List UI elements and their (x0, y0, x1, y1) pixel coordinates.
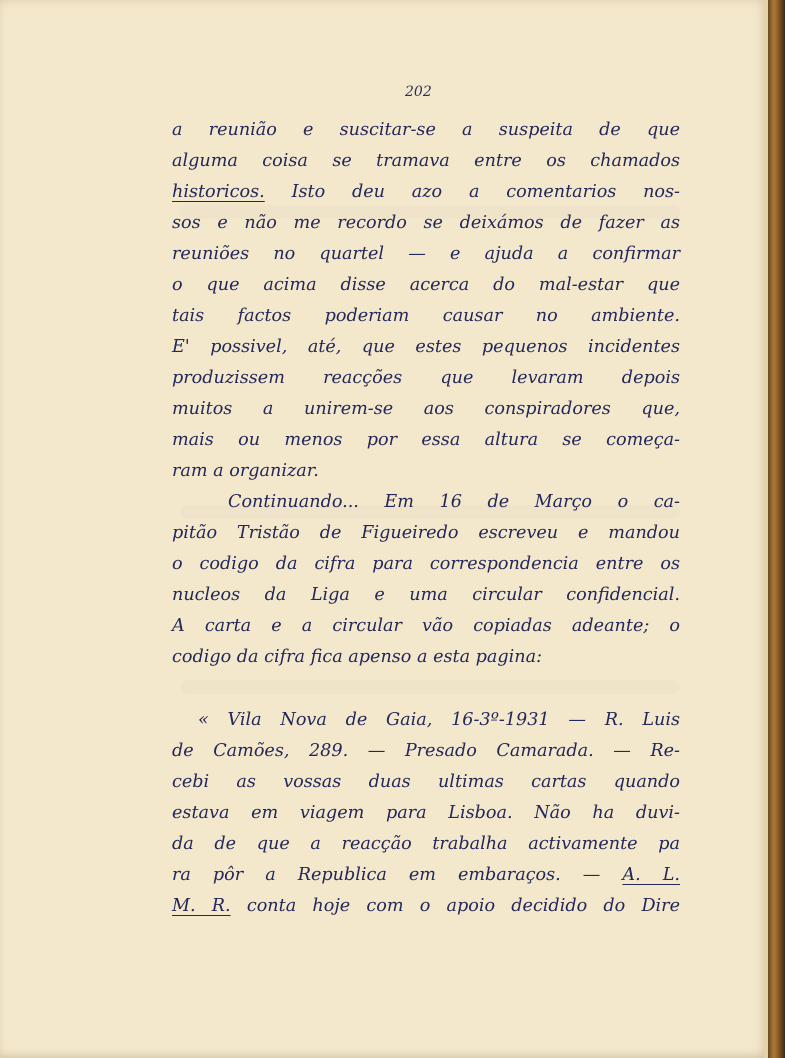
text-line: muitos a unirem-se aos conspiradores que, (172, 399, 680, 419)
text-line: codigo da cifra fica apenso a esta pagina: (172, 647, 543, 667)
text-line: a reunião e suscitar-se a suspeita de que (172, 120, 680, 140)
text-line: pitão Tristão de Figueiredo escreveu e mandou (172, 523, 680, 543)
text-line: mais ou menos por essa altura se começa- (172, 430, 680, 450)
text-line: Continuando... Em 16 de Março o ca- (228, 492, 680, 512)
text-line: da de que a reacção trabalha activamente pa (172, 834, 680, 854)
text-line: ram a organizar. (172, 461, 319, 481)
paragraph-gap (172, 673, 680, 705)
underlined-word: M. R. (172, 896, 231, 916)
text-line: tais factos poderiam causar no ambiente. (172, 306, 680, 326)
text-line: sos e não me recordo se deixámos de fazer as (172, 213, 680, 233)
text-line: reuniões no quartel — e ajuda a confirmar (172, 244, 680, 264)
text-line: de Camões, 289. — Presado Camarada. — Re- (172, 741, 680, 761)
text-line: alguma coisa se tramava entre os chamados (172, 151, 680, 171)
text-line (172, 891, 680, 922)
text-line: A carta e a circular vão copiadas adeante; o (172, 616, 680, 636)
text-line (172, 860, 680, 891)
text-line: cebi as vossas duas ultimas cartas quando (172, 772, 680, 792)
book-spine (768, 0, 785, 1058)
underlined-word: historicos. (172, 182, 265, 202)
text-fragment: ra pôr a Republica em embaraços. — (172, 865, 601, 885)
text-line: « Vila Nova de Gaia, 16-3º-1931 — R. Luis (198, 710, 680, 730)
text-fragment: conta hoje com o apoio decidido do Dire (246, 896, 680, 916)
text-line (172, 177, 680, 208)
text-line: o que acima disse acerca do mal-estar que (172, 275, 680, 295)
text-line: produzissem reacções que levaram depois (172, 368, 680, 388)
text-line: estava em viagem para Lisboa. Não ha duvi- (172, 803, 680, 823)
text-line: E' possivel, até, que estes pequenos incidentes (172, 337, 680, 357)
underlined-word: A. L. (622, 865, 681, 885)
text-fragment: Isto deu azo a comentarios nos- (291, 182, 681, 202)
page-number: 202 (405, 84, 432, 100)
handwritten-text (172, 115, 680, 922)
text-line: o codigo da cifra para correspondencia entre os (172, 554, 680, 574)
text-line: nucleos da Liga e uma circular confidencial. (172, 585, 680, 605)
